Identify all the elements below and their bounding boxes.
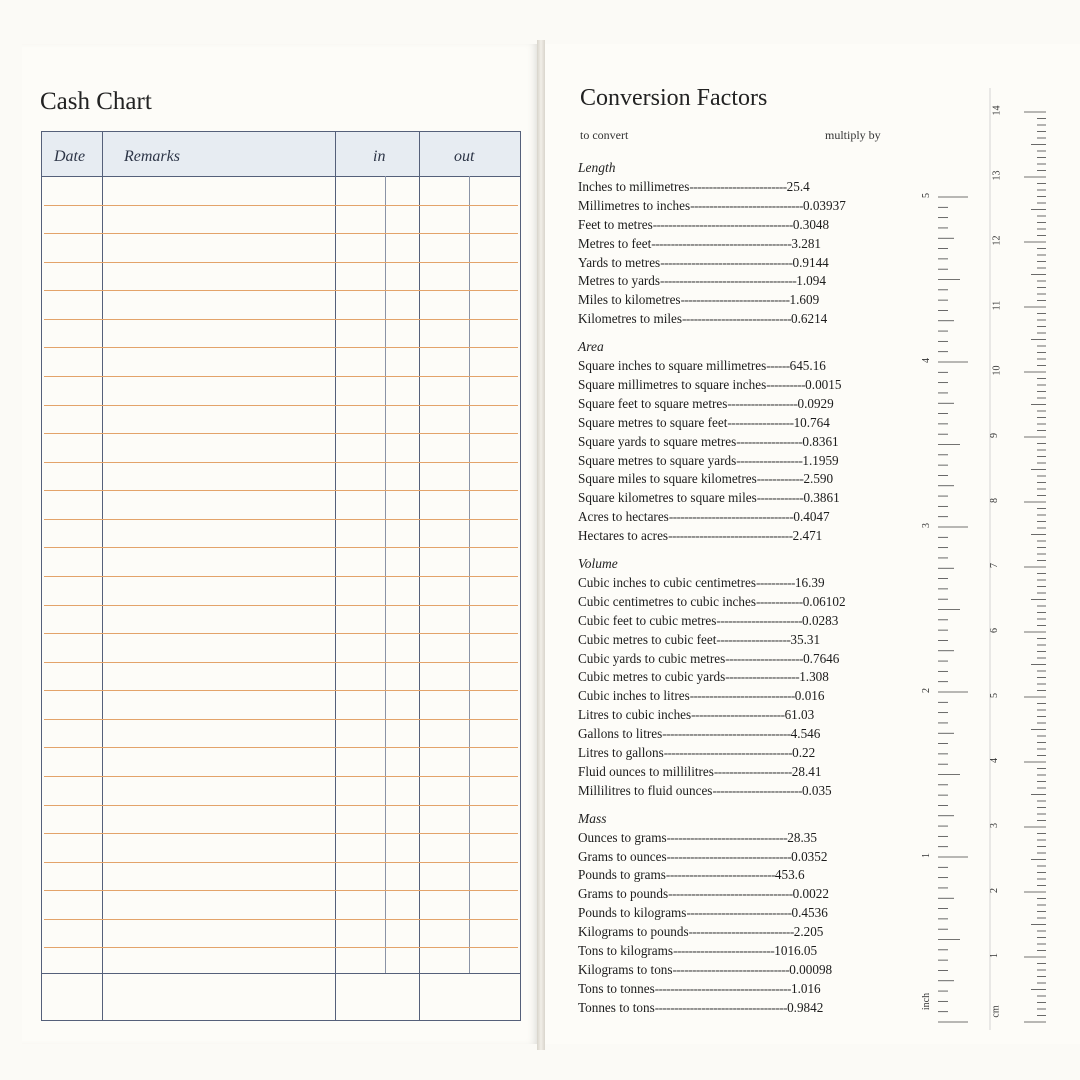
conversion-label: Fluid ounces to millilitres <box>578 763 714 779</box>
cm-label: 13 <box>991 170 1003 181</box>
cash-chart-row-line <box>44 633 518 634</box>
cash-chart-row-line <box>44 690 518 691</box>
conversion-row <box>578 830 817 846</box>
conversion-factor: 3.281 <box>791 235 822 251</box>
conversion-factor: 453.6 <box>774 867 805 883</box>
leader-dashes: ---------------------------- <box>680 292 790 308</box>
conversion-row <box>578 783 832 799</box>
conversion-factor: 0.03937 <box>802 197 846 213</box>
conversion-label: Millimetres to inches <box>578 197 691 213</box>
cash-chart-row-line <box>44 462 518 463</box>
cash-chart-row-line <box>44 376 518 377</box>
conversion-row <box>578 179 810 195</box>
cash-chart-row-line <box>44 776 518 777</box>
conversion-factor: 0.9144 <box>792 254 829 270</box>
cash-chart-row-line <box>44 919 518 920</box>
conversion-row <box>578 962 832 978</box>
conversion-row <box>578 924 823 940</box>
leader-dashes: ------------------------------ <box>672 961 790 977</box>
conversion-row <box>578 669 829 685</box>
conversion-row <box>578 905 828 921</box>
conversion-factor: 28.35 <box>787 829 817 845</box>
leader-dashes: -------------------------- <box>673 943 775 958</box>
conversion-label: Cubic centimetres to cubic inches <box>578 593 756 609</box>
leader-dashes: ------------------------------------ <box>652 216 793 232</box>
conversion-row <box>578 981 821 997</box>
cm-label: 12 <box>991 235 1003 246</box>
cm-label: 11 <box>991 300 1003 311</box>
conversion-label: Tonnes to tons <box>578 999 655 1015</box>
conversion-label: Square metres to square yards <box>578 452 737 468</box>
conversion-row <box>578 688 824 704</box>
conversion-label: Square kilometres to square miles <box>578 490 757 506</box>
conversion-factor: 0.00098 <box>789 961 833 977</box>
conversion-row <box>578 632 820 648</box>
cash-chart-row-line <box>44 862 518 863</box>
cm-label: 6 <box>989 628 1000 633</box>
section-heading: Length <box>578 160 616 175</box>
conversion-factor: 0.06102 <box>802 593 846 609</box>
conversion-factor: 0.035 <box>801 782 832 798</box>
conversion-row <box>578 198 846 214</box>
conversion-label: Cubic metres to cubic yards <box>578 669 726 685</box>
leader-dashes: -------------------------------- <box>668 886 793 902</box>
cash-chart-row-line <box>44 205 518 206</box>
conversion-factor: 0.0929 <box>797 395 834 411</box>
conversion-label: Yards to metres <box>578 254 661 270</box>
cash-chart-row-line <box>44 662 518 663</box>
cash-chart-row-line <box>44 405 518 406</box>
leader-dashes: ------------ <box>755 593 803 609</box>
leader-dashes: ------------------------ <box>691 707 785 723</box>
conversion-label: Miles to kilometres <box>578 292 681 308</box>
leader-dashes: -------------------------------- <box>668 528 793 544</box>
conversion-label: Tons to tonnes <box>578 980 655 996</box>
cm-unit-label: cm <box>990 1005 1002 1018</box>
conversion-row <box>578 453 839 469</box>
conversion-factor: 0.0022 <box>792 886 829 902</box>
conversion-row <box>578 613 838 629</box>
cash-chart-row-line <box>44 233 518 234</box>
leader-dashes: ---------- <box>755 574 795 590</box>
conversion-label: Tons to kilograms <box>578 943 674 958</box>
leader-dashes: --------------------------------- <box>663 745 793 760</box>
section-heading: Area <box>578 339 604 355</box>
cm-label: 14 <box>991 105 1003 116</box>
conversion-row <box>578 594 846 610</box>
conversion-factor: 1.094 <box>796 273 826 289</box>
leader-dashes: ----------------- <box>727 414 794 430</box>
conversion-factor: 2.471 <box>792 528 823 544</box>
conversion-label: Millilitres to fluid ounces <box>578 782 713 798</box>
cash-chart-row-line <box>44 547 518 548</box>
cm-label: 8 <box>989 498 1000 503</box>
conversion-row <box>578 415 830 431</box>
conversion-factor: 1.308 <box>799 669 829 685</box>
leader-dashes: -------------------- <box>725 650 804 666</box>
cash-chart-footer-row <box>42 973 520 1020</box>
conversion-row <box>578 867 805 883</box>
cash-chart-row-line <box>44 290 518 291</box>
book-gutter <box>537 40 545 1050</box>
cm-label: 4 <box>989 758 1000 763</box>
conversion-label: Kilometres to miles <box>578 311 683 327</box>
leader-dashes: ----------------- <box>736 452 803 468</box>
conversion-factor: 1.609 <box>789 292 820 308</box>
leader-dashes: ---------------------------------- <box>660 254 793 270</box>
section-heading: Volume <box>578 556 618 571</box>
conversion-label: Square feet to square metres <box>578 395 728 411</box>
conversion-row <box>578 490 840 506</box>
leader-dashes: --------------------------------- <box>662 726 791 742</box>
cash-chart-row-line <box>44 747 518 748</box>
inch-unit-label: inch <box>921 992 933 1011</box>
leader-dashes: ---------- <box>766 376 806 392</box>
conversion-label: Square miles to square kilometres <box>578 471 757 487</box>
conversion-row <box>578 575 825 591</box>
conversion-factor: 0.0015 <box>805 376 842 392</box>
conversion-label: Cubic feet to cubic metres <box>578 612 717 628</box>
conversion-factor: 35.31 <box>790 631 821 647</box>
in-cents-divider <box>385 176 386 974</box>
leader-dashes: ----------------------- <box>712 782 802 798</box>
conversion-label: Litres to cubic inches <box>578 707 692 723</box>
conversion-label: Cubic inches to litres <box>578 688 690 704</box>
conversion-factor: 0.3048 <box>792 216 830 232</box>
leader-dashes: ------------ <box>756 490 804 506</box>
conversion-row <box>578 255 829 271</box>
inch-label: 1 <box>921 853 932 858</box>
conversion-factor: 1.016 <box>790 980 821 996</box>
conversion-row <box>578 358 826 374</box>
leader-dashes: ----------------------------------- <box>660 273 797 289</box>
leader-dashes: ----------------- <box>736 433 803 449</box>
leader-dashes: ------------------------------- <box>666 829 788 845</box>
conversion-factor: 1.1959 <box>802 452 839 468</box>
conversion-factor: 0.9842 <box>787 999 824 1015</box>
leader-dashes: ------------ <box>756 471 804 487</box>
leader-dashes: ---------------------------------- <box>654 999 788 1015</box>
cash-chart-row-line <box>44 719 518 720</box>
conversion-factor: 0.4536 <box>791 905 828 921</box>
cash-chart-row-line <box>44 319 518 320</box>
leader-dashes: --------------------------- <box>686 905 792 921</box>
conversion-row <box>578 471 833 487</box>
conversion-label: Square millimetres to square inches <box>578 376 767 392</box>
conversion-factor: 0.8361 <box>802 433 839 449</box>
conversion-row <box>578 273 826 289</box>
leader-dashes: --------------------------- <box>688 924 794 940</box>
cm-label: 2 <box>989 888 1000 893</box>
conversion-row <box>578 292 819 308</box>
cm-label: 9 <box>989 433 1000 438</box>
conversion-label: Feet to metres <box>578 216 653 232</box>
conversion-factor: 16.39 <box>794 574 825 590</box>
conversion-row <box>578 528 822 544</box>
conversion-factor: 28.41 <box>791 763 822 779</box>
conversion-factor: 0.7646 <box>803 650 840 666</box>
cash-chart-title: Cash Chart <box>40 88 152 115</box>
cash-chart-row-line <box>44 833 518 834</box>
conversion-label: Square inches to square millimetres <box>578 358 767 373</box>
conversion-factor: 0.3861 <box>803 490 840 506</box>
cash-chart-row-line <box>44 347 518 348</box>
cm-label: 3 <box>989 823 1000 828</box>
leader-dashes: ------------------------- <box>689 178 787 194</box>
conversion-label: Square metres to square feet <box>578 414 728 430</box>
conversion-label: Cubic yards to cubic metres <box>578 650 726 666</box>
cash-chart-row-line <box>44 433 518 434</box>
cash-chart-row-line <box>44 805 518 806</box>
cash-chart-row-line <box>44 890 518 891</box>
conversion-factor: 0.016 <box>794 688 825 704</box>
conversion-row <box>578 651 839 667</box>
leader-dashes: -------------------------------- <box>668 509 794 525</box>
cm-label: 5 <box>989 693 1000 698</box>
conversion-label: Metres to yards <box>578 273 661 289</box>
header-remarks: Remarks <box>124 148 180 165</box>
conversion-factor: 0.0352 <box>791 848 828 864</box>
conversion-row <box>578 886 829 902</box>
conversion-label: Acres to hectares <box>578 509 669 525</box>
inch-label: 4 <box>921 358 932 363</box>
conversion-row <box>578 745 815 761</box>
conversion-label: Hectares to acres <box>578 528 669 544</box>
cash-chart-row-line <box>44 262 518 263</box>
cash-chart-table <box>41 131 521 1021</box>
conversion-factor: 0.4047 <box>793 509 830 525</box>
conversion-factor: 10.764 <box>793 414 830 430</box>
leader-dashes: -------------------- <box>713 763 792 779</box>
conversion-row <box>578 707 814 723</box>
leader-dashes: ----------------------------- <box>690 197 803 213</box>
conversion-row <box>578 217 829 233</box>
leader-dashes: ----------------------------------- <box>654 980 791 996</box>
out-cents-divider <box>469 176 470 974</box>
leader-dashes: ------ <box>766 358 790 373</box>
leader-dashes: ------------------- <box>725 669 800 685</box>
cash-chart-row-line <box>44 519 518 520</box>
header-in: in <box>373 148 386 165</box>
conversion-label: Litres to gallons <box>578 745 664 760</box>
conversion-label: Kilograms to pounds <box>578 924 689 940</box>
conversion-label: Ounces to grams <box>578 829 667 845</box>
header-date: Date <box>54 148 86 165</box>
leader-dashes: -------------------------------- <box>666 848 792 864</box>
leader-dashes: ------------------------------------ <box>651 235 792 251</box>
conversion-factors-title: Conversion Factors <box>580 85 768 111</box>
inch-label: 3 <box>921 523 932 528</box>
conversion-factor: 0.6214 <box>791 311 828 327</box>
leader-dashes: ------------------- <box>716 631 791 647</box>
conversion-label: Inches to millimetres <box>578 178 690 194</box>
conversion-row <box>578 396 834 412</box>
conversion-factor: 25.4 <box>786 178 810 194</box>
conversion-label: Pounds to kilograms <box>578 905 687 921</box>
leader-dashes: ---------------------------- <box>665 867 775 883</box>
leader-dashes: ---------------------- <box>716 612 803 628</box>
conversion-row <box>578 764 821 780</box>
conversion-label: Pounds to grams <box>578 867 666 883</box>
cm-label: 7 <box>989 563 1000 568</box>
conversion-factor: 2.205 <box>793 924 824 940</box>
conversion-row <box>578 434 839 450</box>
cm-label: 10 <box>991 365 1003 376</box>
conversion-row <box>578 377 841 393</box>
conversion-label: Kilograms to tons <box>578 961 673 977</box>
cash-chart-row-line <box>44 947 518 948</box>
cash-chart-row-line <box>44 605 518 606</box>
conversion-factor: 1016.05 <box>774 943 818 958</box>
conversion-label: Square yards to square metres <box>578 433 737 449</box>
ruler <box>918 80 1068 1040</box>
conversion-label: Gallons to litres <box>578 726 663 742</box>
ruler-ticks <box>918 80 1068 1040</box>
leader-dashes: ------------------ <box>727 395 798 411</box>
to-convert-label: to convert <box>580 128 629 142</box>
conversion-label: Metres to feet <box>578 235 652 251</box>
section-heading: Mass <box>578 810 607 826</box>
conversion-row <box>578 509 830 525</box>
conversion-row <box>578 943 817 959</box>
conversion-row <box>578 311 827 327</box>
leader-dashes: --------------------------- <box>689 688 795 704</box>
leader-dashes: ---------------------------- <box>682 311 791 327</box>
conversion-factor: 4.546 <box>790 726 821 742</box>
inch-label: 5 <box>921 193 932 198</box>
multiply-by-label: multiply by <box>825 128 881 142</box>
conversion-row <box>578 726 820 742</box>
conversion-row <box>578 236 821 252</box>
conversion-factor: 645.16 <box>789 358 826 373</box>
conversion-factor: 0.0283 <box>802 612 839 628</box>
conversion-label: Grams to pounds <box>578 886 669 902</box>
conversion-row <box>578 849 827 865</box>
conversion-label: Grams to ounces <box>578 848 667 864</box>
header-out: out <box>454 148 475 165</box>
conversion-label: Cubic inches to cubic centimetres <box>578 574 756 590</box>
conversion-factor: 2.590 <box>803 471 834 487</box>
conversion-label: Cubic metres to cubic feet <box>578 631 717 647</box>
cash-chart-row-line <box>44 576 518 577</box>
conversion-factor: 0.22 <box>792 745 816 760</box>
conversion-row <box>578 1000 823 1016</box>
conversion-factor: 61.03 <box>784 707 815 723</box>
inch-label: 2 <box>921 688 932 693</box>
cm-label: 1 <box>989 953 1000 958</box>
cash-chart-header <box>42 132 520 177</box>
cash-chart-row-line <box>44 490 518 491</box>
